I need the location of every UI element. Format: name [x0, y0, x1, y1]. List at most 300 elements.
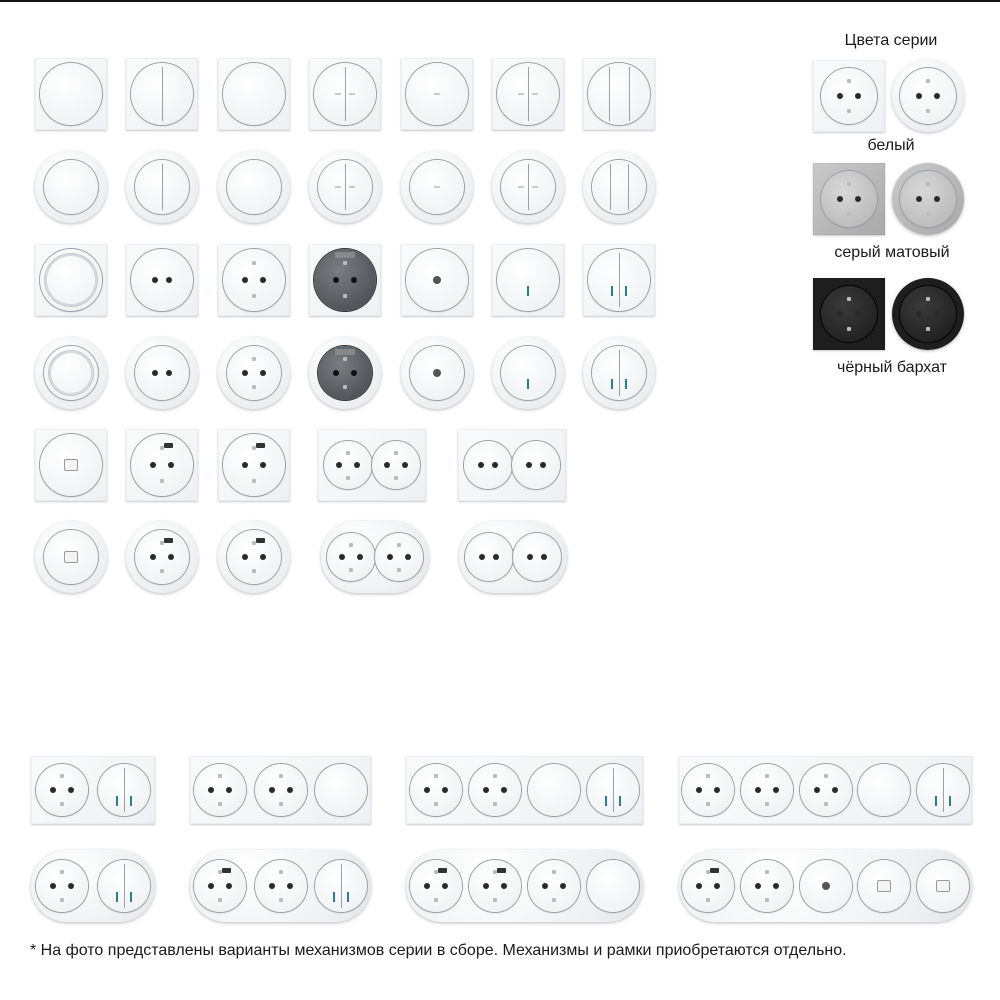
ground-pin: [279, 774, 283, 778]
ground-pin: [349, 543, 353, 547]
indicator-led: [130, 892, 132, 902]
pass-switch-two-icon: [497, 63, 559, 125]
key-divider: [124, 864, 125, 908]
ground-pin: [847, 327, 851, 331]
socket-icon: [324, 441, 372, 489]
socket-hole: [152, 277, 158, 283]
ground-pin: [765, 870, 769, 874]
ground-pin: [434, 802, 438, 806]
dimmer-icon: [40, 249, 102, 311]
socket-icon: [821, 171, 877, 227]
usb-port-icon: [164, 443, 173, 448]
frame-single-square: [492, 58, 564, 130]
indicator-led: [611, 286, 613, 296]
switch-one-key-icon: [528, 764, 580, 816]
indicator-led: [527, 379, 529, 389]
socket-hole: [501, 787, 507, 793]
switch-one-key-icon: [315, 764, 367, 816]
frame-single-square: [492, 244, 564, 316]
socket-hole: [837, 196, 843, 202]
usb-socket-icon: [135, 530, 189, 584]
switch-one-key-icon: [44, 160, 98, 214]
frame-single-square: [218, 58, 290, 130]
ground-pin: [824, 774, 828, 778]
frame-double: [459, 521, 567, 593]
socket-hole: [855, 93, 861, 99]
arrow-mark: [349, 93, 355, 95]
frame-single-round: [35, 337, 107, 409]
socket-hole: [442, 883, 448, 889]
indicator-led: [949, 796, 951, 806]
frame-single-round: [583, 337, 655, 409]
ground-pin: [346, 451, 350, 455]
socket-hole: [696, 787, 702, 793]
socket-hole: [150, 462, 156, 468]
socket-icon: [375, 533, 423, 581]
ground-pin: [279, 802, 283, 806]
dimmer-ring: [45, 254, 97, 306]
socket-hole: [357, 554, 363, 560]
indicator-led: [625, 379, 627, 389]
socket-icon: [255, 860, 307, 912]
frame-single-round: [492, 151, 564, 223]
socket-hole: [541, 554, 547, 560]
switch-one-key-icon: [223, 63, 285, 125]
tv-port-icon: [433, 369, 441, 377]
socket-hole: [168, 462, 174, 468]
socket-icon: [528, 860, 580, 912]
frame-single-square: [218, 429, 290, 501]
pass-switch-icon: [406, 63, 468, 125]
socket-hole: [269, 883, 275, 889]
usb-port-icon: [222, 868, 231, 873]
ground-pin: [60, 774, 64, 778]
switch-two-key-led-icon: [592, 346, 646, 400]
frame-single-round: [401, 151, 473, 223]
socket-icon: [900, 171, 956, 227]
socket-hole: [226, 787, 232, 793]
frame-multi-2: [31, 756, 155, 824]
key-divider: [613, 768, 614, 812]
socket-hole: [260, 277, 266, 283]
socket-hole: [208, 883, 214, 889]
socket-hole: [755, 883, 761, 889]
arrow-mark: [335, 93, 341, 95]
switch-two-key-led-icon: [917, 764, 969, 816]
ground-pin: [765, 898, 769, 902]
frame-single-round: [35, 151, 107, 223]
socket-hole: [814, 787, 820, 793]
ground-pin: [706, 774, 710, 778]
frame-single-round: [401, 337, 473, 409]
rj45-icon: [858, 860, 910, 912]
rj45-icon: [40, 434, 102, 496]
ground-pin: [926, 182, 930, 186]
socket-hole: [540, 462, 546, 468]
socket-hole: [483, 883, 489, 889]
indicator-led: [605, 796, 607, 806]
frame-multi-5: [679, 850, 972, 922]
ground-pin: [218, 898, 222, 902]
key-divider: [943, 768, 944, 812]
key-divider: [341, 864, 342, 908]
usb-port-icon: [164, 538, 173, 543]
indicator-led: [116, 796, 118, 806]
arrow-mark: [434, 186, 440, 188]
socket-icon: [821, 286, 877, 342]
palette-round-1: [892, 163, 964, 235]
ground-pin: [397, 568, 401, 572]
socket-hole: [773, 883, 779, 889]
ground-pin: [926, 297, 930, 301]
key-divider: [629, 67, 630, 121]
arrow-mark: [532, 186, 538, 188]
socket-hole: [242, 462, 248, 468]
socket-hole: [424, 883, 430, 889]
frame-multi-3: [190, 850, 371, 922]
socket-hole: [354, 462, 360, 468]
socket-hole: [336, 462, 342, 468]
arrow-mark: [518, 186, 524, 188]
socket-hole: [478, 462, 484, 468]
ground-pin: [706, 802, 710, 806]
socket-hole: [755, 787, 761, 793]
socket-hole: [934, 196, 940, 202]
ground-pin: [60, 870, 64, 874]
switch-one-key-icon: [40, 63, 102, 125]
socket-hole: [916, 93, 922, 99]
top-rule: [0, 0, 1000, 2]
ground-pin: [434, 898, 438, 902]
usb-socket-icon: [131, 434, 193, 496]
usb-socket-icon: [227, 530, 281, 584]
socket-icon: [36, 764, 88, 816]
socket-hole: [168, 554, 174, 560]
socket-hole: [442, 787, 448, 793]
ground-pin: [394, 476, 398, 480]
socket-hole: [166, 277, 172, 283]
tv-port-icon: [822, 882, 830, 890]
arrow-mark: [532, 93, 538, 95]
usb-port-icon: [710, 868, 719, 873]
socket-hole: [493, 554, 499, 560]
color-label-white: белый: [867, 137, 915, 154]
ground-pin: [60, 898, 64, 902]
frame-single-round: [218, 521, 290, 593]
ground-pin: [343, 261, 347, 265]
ground-pin: [847, 79, 851, 83]
frame-single-round: [309, 337, 381, 409]
switch-one-key-led-icon: [501, 346, 555, 400]
frame-single-round: [583, 151, 655, 223]
usb-socket-icon: [223, 434, 285, 496]
key-divider: [528, 164, 529, 210]
tv-icon: [800, 860, 852, 912]
key-divider: [162, 67, 163, 121]
usb-port-icon: [256, 443, 265, 448]
socket-hole: [714, 787, 720, 793]
frame-single-square: [35, 244, 107, 316]
tv-icon: [406, 249, 468, 311]
frame-multi-2: [31, 850, 155, 922]
ground-pin: [847, 182, 851, 186]
tv-port-icon: [433, 276, 441, 284]
socket-hole: [152, 370, 158, 376]
frame-single-square: [309, 58, 381, 130]
ground-pin: [252, 357, 256, 361]
ground-pin: [252, 261, 256, 265]
socket-hole: [269, 787, 275, 793]
frame-single-round: [218, 151, 290, 223]
palette-square-0: [813, 60, 885, 132]
switch-two-key-led-icon: [315, 860, 367, 912]
socket-hole: [916, 196, 922, 202]
socket-hole: [242, 277, 248, 283]
socket-hole: [934, 311, 940, 317]
ground-pin: [926, 79, 930, 83]
frame-single-square: [35, 58, 107, 130]
ground-pin: [847, 212, 851, 216]
indicator-led: [619, 796, 621, 806]
socket-icon: [372, 441, 420, 489]
socket-hole: [150, 554, 156, 560]
frame-multi-4: [406, 756, 643, 824]
socket-icon: [327, 533, 375, 581]
frame-single-square: [126, 58, 198, 130]
palette-round-2: [892, 278, 964, 350]
socket-hole: [260, 370, 266, 376]
usb-port-icon: [438, 868, 447, 873]
socket-icon: [36, 860, 88, 912]
tv-icon: [410, 346, 464, 400]
socket-icon: [741, 764, 793, 816]
socket-hole: [479, 554, 485, 560]
usb-port-icon: [497, 868, 506, 873]
socket-icon: [821, 68, 877, 124]
frame-single-round: [492, 337, 564, 409]
footnote: * На фото представлены варианты механизмов серии в сборе. Механизмы и рамки приобретаются отдельно.: [30, 942, 847, 959]
switch-three-key-icon: [592, 160, 646, 214]
frame-single-square: [35, 429, 107, 501]
ground-pin: [765, 802, 769, 806]
ground-pin: [218, 802, 222, 806]
ground-pin: [926, 109, 930, 113]
socket-hole: [50, 883, 56, 889]
frame-single-square: [309, 244, 381, 316]
switch-one-key-led-icon: [497, 249, 559, 311]
palette-square-2: [813, 278, 885, 350]
indicator-led: [935, 796, 937, 806]
socket-icon: [194, 764, 246, 816]
frame-single-round: [126, 151, 198, 223]
indicator-led: [347, 892, 349, 902]
ground-pin: [252, 385, 256, 389]
socket-icon: [410, 764, 462, 816]
socket-hole: [837, 93, 843, 99]
frame-single-round: [126, 521, 198, 593]
rj45-port-icon: [936, 880, 950, 892]
socket-hole: [855, 196, 861, 202]
shuttered-socket-icon: [314, 249, 376, 311]
ground-pin: [847, 109, 851, 113]
socket-hole: [405, 554, 411, 560]
socket-hole: [714, 883, 720, 889]
palette-round-0: [892, 60, 964, 132]
socket-hole: [226, 883, 232, 889]
palette-square-1: [813, 163, 885, 235]
socket-hole: [832, 787, 838, 793]
switch-one-key-icon: [858, 764, 910, 816]
socket-hole: [68, 883, 74, 889]
rj45-port-icon: [877, 880, 891, 892]
frame-single-round: [218, 337, 290, 409]
arrow-mark: [518, 93, 524, 95]
ground-pin: [279, 898, 283, 902]
indicator-led: [333, 892, 335, 902]
frame-single-round: [309, 151, 381, 223]
socket-hole: [333, 277, 339, 283]
socket-hole: [483, 787, 489, 793]
socket-hole: [542, 883, 548, 889]
frame-single-square: [583, 244, 655, 316]
socket-hole: [424, 787, 430, 793]
socket-icon: [900, 68, 956, 124]
socket-no-ground-icon: [131, 249, 193, 311]
frame-single-round: [126, 337, 198, 409]
socket-icon: [900, 286, 956, 342]
ground-pin: [160, 479, 164, 483]
indicator-led: [625, 286, 627, 296]
frame-double: [458, 429, 566, 501]
usb-port-icon: [256, 538, 265, 543]
ground-pin: [394, 451, 398, 455]
arrow-mark: [434, 93, 440, 95]
key-divider: [628, 164, 629, 210]
socket-hole: [242, 370, 248, 376]
socket-hole: [773, 787, 779, 793]
socket-no-ground-icon: [512, 441, 560, 489]
socket-hole: [837, 311, 843, 317]
ground-pin: [349, 568, 353, 572]
ground-pin: [552, 870, 556, 874]
palette-title: Цвета серии: [844, 32, 938, 49]
socket-hole: [855, 311, 861, 317]
key-divider: [619, 253, 620, 307]
socket-hole: [696, 883, 702, 889]
frame-multi-3: [190, 756, 371, 824]
switch-one-key-icon: [227, 160, 281, 214]
socket-hole: [916, 311, 922, 317]
pass-switch-two-icon: [501, 160, 555, 214]
ground-pin: [160, 569, 164, 573]
ground-pin: [847, 297, 851, 301]
ground-pin: [493, 774, 497, 778]
usb-socket-icon: [469, 860, 521, 912]
socket-icon: [227, 346, 281, 400]
socket-hole: [166, 370, 172, 376]
ground-pin: [252, 294, 256, 298]
frame-single-square: [126, 429, 198, 501]
socket-icon: [469, 764, 521, 816]
key-divider: [619, 350, 620, 396]
rj45-port-icon: [64, 459, 78, 471]
socket-hole: [387, 554, 393, 560]
ground-pin: [279, 870, 283, 874]
key-divider: [124, 768, 125, 812]
switch-two-key-icon: [131, 63, 193, 125]
switch-two-key-led-icon: [587, 764, 639, 816]
socket-no-ground-icon: [465, 533, 513, 581]
frame-double: [321, 521, 429, 593]
socket-hole: [260, 554, 266, 560]
usb-socket-icon: [194, 860, 246, 912]
shutter-lid: [335, 252, 355, 258]
ground-pin: [926, 327, 930, 331]
pass-switch-icon: [410, 160, 464, 214]
shutter-lid: [335, 349, 355, 355]
ground-pin: [434, 774, 438, 778]
usb-socket-icon: [410, 860, 462, 912]
ground-pin: [493, 802, 497, 806]
socket-no-ground-icon: [464, 441, 512, 489]
frame-multi-4: [406, 850, 643, 922]
ground-pin: [343, 294, 347, 298]
socket-no-ground-icon: [135, 346, 189, 400]
socket-hole: [351, 277, 357, 283]
socket-hole: [560, 883, 566, 889]
color-label-black: чёрный бархат: [837, 359, 947, 376]
switch-three-key-icon: [588, 63, 650, 125]
ground-pin: [824, 802, 828, 806]
frame-single-square: [218, 244, 290, 316]
usb-socket-icon: [682, 860, 734, 912]
dimmer-ring: [49, 351, 93, 395]
socket-hole: [260, 462, 266, 468]
key-divider: [609, 67, 610, 121]
frame-double: [318, 429, 426, 501]
key-divider: [162, 164, 163, 210]
socket-icon: [682, 764, 734, 816]
socket-hole: [526, 462, 532, 468]
socket-hole: [68, 787, 74, 793]
socket-icon: [800, 764, 852, 816]
indicator-led: [130, 796, 132, 806]
rj45-icon: [44, 530, 98, 584]
socket-hole: [242, 554, 248, 560]
key-divider: [528, 67, 529, 121]
ground-pin: [765, 774, 769, 778]
ground-pin: [343, 357, 347, 361]
arrow-mark: [335, 186, 341, 188]
dimmer-icon: [44, 346, 98, 400]
switch-two-key-led-icon: [588, 249, 650, 311]
socket-hole: [333, 370, 339, 376]
key-divider: [345, 164, 346, 210]
ground-pin: [218, 774, 222, 778]
pass-switch-two-icon: [314, 63, 376, 125]
socket-hole: [208, 787, 214, 793]
key-divider: [345, 67, 346, 121]
frame-single-square: [583, 58, 655, 130]
rj45-port-icon: [64, 551, 78, 563]
frame-single-square: [401, 58, 473, 130]
indicator-led: [611, 379, 613, 389]
indicator-led: [116, 892, 118, 902]
ground-pin: [706, 898, 710, 902]
frame-single-square: [126, 244, 198, 316]
switch-one-key-icon: [587, 860, 639, 912]
frame-single-square: [401, 244, 473, 316]
